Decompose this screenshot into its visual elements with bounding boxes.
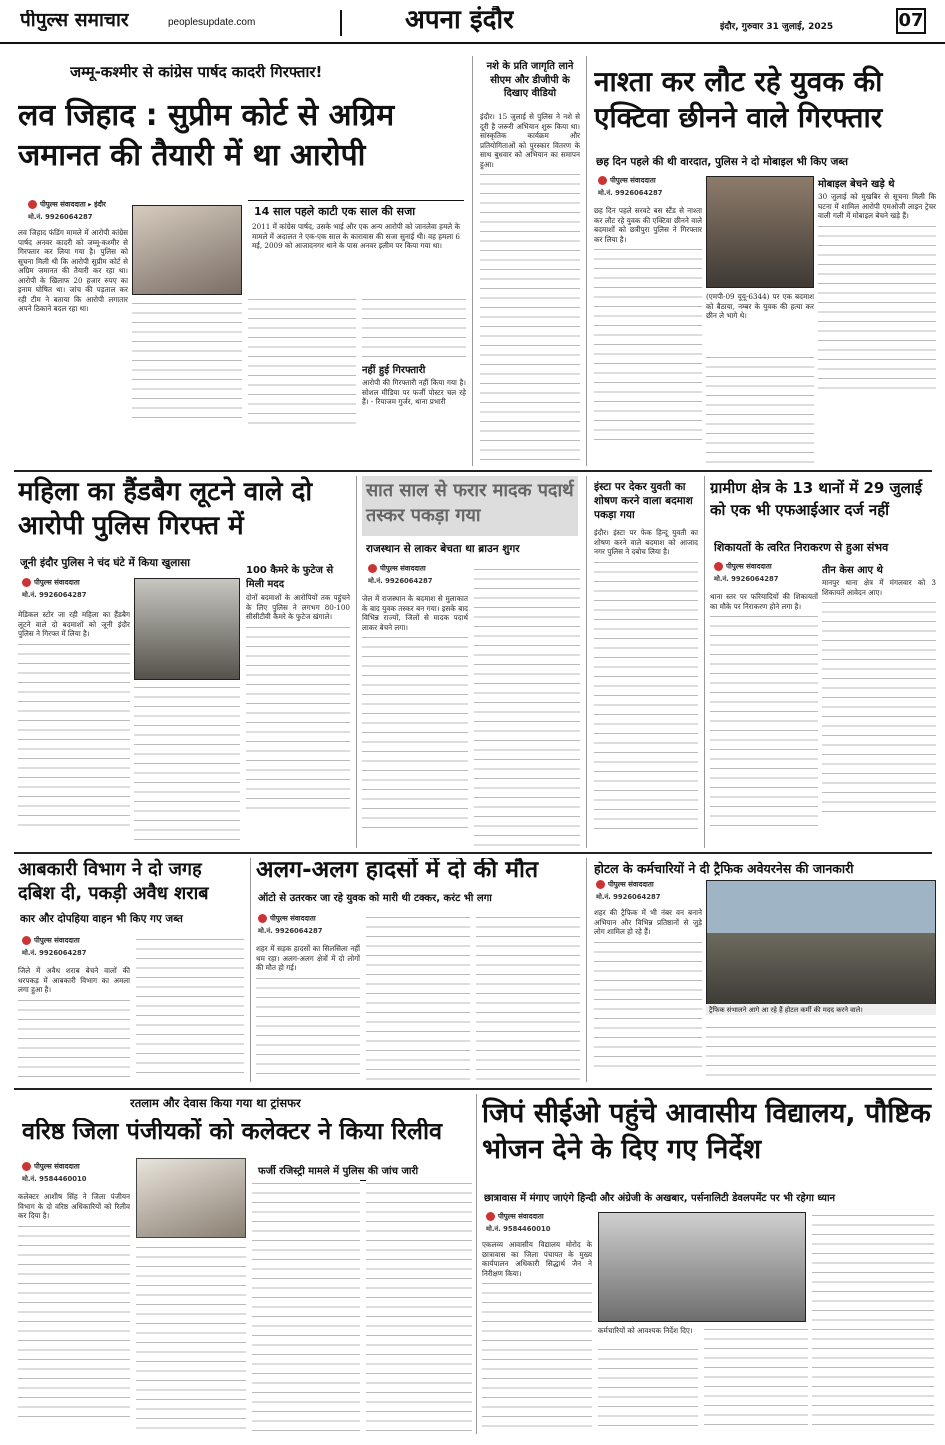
reporter-icon bbox=[486, 1212, 495, 1221]
story10-col2 bbox=[706, 1024, 936, 1080]
city: इंदौर bbox=[94, 200, 106, 209]
story7-deck: शिकायतों के त्वरित निराकरण से हुआ संभव bbox=[714, 541, 889, 554]
story6-headline: इंस्टा पर देकर युवती का शोषण करने वाला बदमाश पकड़ा गया bbox=[594, 481, 693, 522]
story3-col3 bbox=[706, 354, 814, 464]
reporter-name: पीपुल्स संवाददाता bbox=[498, 1212, 544, 1221]
school-kitchen-photo bbox=[598, 1212, 806, 1322]
mobile: मो.नं. 9926064287 bbox=[22, 590, 87, 599]
story1-kicker: जम्मू-कश्मीर से कांग्रेस पार्षद कादरी गिरफ्तार! bbox=[70, 64, 323, 81]
reporter-name: पीपुल्स संवाददाता bbox=[40, 200, 86, 209]
story8-byline bbox=[22, 936, 132, 957]
story5-col2 bbox=[474, 566, 580, 846]
reporter-icon bbox=[598, 176, 607, 185]
story9-byline bbox=[258, 914, 368, 935]
story11-headline: वरिष्ठ जिला पंजीयकों को कलेक्टर ने किया रिलीव bbox=[22, 1118, 443, 1145]
story4-box bbox=[246, 562, 350, 846]
mobile: मो.नं. 9584460010 bbox=[22, 1174, 87, 1183]
mobile: मो.नं. 9584460010 bbox=[486, 1224, 551, 1233]
story12-body-text: एकलव्य आवासीय विद्यालय मोरोद के छात्रावास का जिला पंचायत के मुख्य कार्यपालन अधिकारी सिद्धार्थ जैन ने निरीक्षण किया। bbox=[482, 1240, 592, 1278]
story11-kicker: रतलाम और देवास किया गया था ट्रांसफर bbox=[130, 1096, 301, 1110]
reporter-icon bbox=[714, 562, 723, 571]
reporter-icon bbox=[368, 564, 377, 573]
story9-col2 bbox=[366, 914, 470, 1080]
story3-side-body: 30 जुलाई को मुखबिर से सूचना मिली कि घटना में शामिल आरोपी एमओजी लाइन ट्रेचर वाली गली में मोबाइल बेचने खड़े हैं। bbox=[818, 192, 936, 220]
story7-byline bbox=[714, 562, 824, 583]
story7-body bbox=[710, 592, 818, 846]
reporter-name: पीपुल्स संवाददाता bbox=[34, 1162, 80, 1171]
accused-photo bbox=[132, 205, 242, 295]
story8-body bbox=[18, 966, 130, 1080]
accused-group-photo bbox=[706, 176, 814, 288]
website-url: peoplesupdate.com bbox=[168, 17, 256, 28]
story11-body-text: कलेक्टर आशीष सिंह ने जिला पंजीयन विभाग के दो वरिष्ठ अधिकारियों को रिलीव कर दिया है। bbox=[18, 1192, 130, 1220]
reporter-icon bbox=[28, 200, 37, 209]
story11-box-head: फर्जी रजिस्ट्री मामले में पुलिस की जांच जारी bbox=[252, 1160, 472, 1181]
story5-banner bbox=[362, 476, 578, 536]
reporter-name: पीपुल्स संवाददाता bbox=[380, 564, 426, 573]
story5-body bbox=[362, 594, 468, 846]
story1-box bbox=[248, 200, 464, 294]
story1-byline: पीपुल्स संवाददाता ▸ इंदौर मो.नं. 9926064287 bbox=[28, 200, 228, 221]
story7-side-body: मानपुर थाना क्षेत्र में मंगलवार को 3 शिकायतें आवेदन आए। bbox=[822, 578, 936, 597]
story1-col2 bbox=[132, 300, 242, 424]
story10-byline bbox=[596, 880, 706, 901]
story11-byline bbox=[22, 1162, 142, 1183]
story3-side-head: मोबाइल बेचने खड़े थे bbox=[818, 179, 895, 190]
story12-col4 bbox=[812, 1212, 934, 1432]
reporter-icon bbox=[22, 1162, 31, 1171]
mobile: मो.नं. 9926064287 bbox=[596, 892, 661, 901]
story11-body bbox=[18, 1192, 130, 1432]
story4-byline bbox=[22, 578, 142, 599]
story1-col4 bbox=[362, 296, 466, 424]
story11-col2 bbox=[136, 1244, 246, 1432]
story10-body bbox=[594, 908, 702, 1080]
story2-body-text: इंदौर। 15 जुलाई से पुलिस ने नशे से दूरी है जरूरी अभियान शुरू किया था। सांस्कृतिक कार्यक्रम और प्रतियोगिताओं को पुरस्कार वितरण के साथ बुधवार को अभियान का समापन हुआ। bbox=[480, 112, 580, 169]
story8-deck: कार और दोपहिया वाहन भी किए गए जब्त bbox=[20, 913, 183, 925]
reporter-name: पीपुल्स संवाददाता bbox=[270, 914, 316, 923]
story10-headline: होटल के कर्मचारियों ने दी ट्रैफिक अवेयरनेस की जानकारी bbox=[594, 861, 854, 876]
story3-headline: नाश्ता कर लौट रहे युवक की एक्टिवा छीनने वाले गिरफ्तार bbox=[594, 65, 883, 135]
story5-headline: सात साल से फरार मादक पदार्थ तस्कर पकड़ा गया bbox=[366, 480, 574, 527]
reporter-name: पीपुल्स संवाददाता bbox=[34, 578, 80, 587]
mobile: मो.नं. 9926064287 bbox=[714, 574, 779, 583]
story4-box-head: 100 कैमरे के फुटेज से मिली मदद bbox=[246, 565, 334, 590]
story12-col2 bbox=[598, 1346, 698, 1432]
story11-box-col2 bbox=[366, 1180, 472, 1432]
story9-col3 bbox=[476, 914, 580, 1080]
story6-body-text: इंदौर। इंस्टा पर फेक हिन्दू युवती का शोषण करने वाले बदमाश को आजाद नगर पुलिस ने दबोच लिया है। bbox=[594, 528, 698, 556]
story5-deck: राजस्थान से लाकर बेचता था ब्राउन शुगर bbox=[366, 543, 520, 555]
story3-byline bbox=[598, 176, 718, 197]
story3-side bbox=[818, 176, 936, 464]
reporter-name: पीपुल्स संवाददाता bbox=[608, 880, 654, 889]
story8-col2 bbox=[136, 936, 244, 1080]
mobile: मो.नं. 9926064287 bbox=[22, 948, 87, 957]
story8-headline: आबकारी विभाग ने दो जगह दबिश दी, पकड़ी अवैध शराब bbox=[18, 859, 209, 905]
story7-headline: ग्रामीण क्षेत्र के 13 थानों में 29 जुलाई को एक भी एफआईआर दर्ज नहीं bbox=[710, 479, 923, 519]
section-title: अपना इंदौर bbox=[405, 6, 514, 35]
issue-date: इंदौर, गुरुवार 31 जुलाई, 2025 bbox=[720, 22, 834, 32]
story4-body bbox=[18, 610, 130, 846]
story8-body-text: जिले में अवैध शराब बेचने वालों की धरपकड़ में आबकारी विभाग का अमला लगा हुआ है। bbox=[18, 966, 130, 994]
story6-body bbox=[594, 528, 698, 846]
story3-body bbox=[594, 206, 702, 464]
story4-col2 bbox=[134, 684, 240, 846]
story4-headline: महिला का हैंडबैग लूटने वाले दो आरोपी पुलिस गिरफ्त में bbox=[18, 477, 313, 541]
mobile: मो.नं. 9926064287 bbox=[28, 212, 93, 221]
story12-col3 bbox=[704, 1326, 808, 1432]
story1-headline: लव जिहाद : सुप्रीम कोर्ट से अग्रिम जमानत की तैयारी में था आरोपी bbox=[18, 98, 395, 173]
story9-body bbox=[256, 944, 360, 1080]
reporter-name: पीपुल्स संवाददाता bbox=[610, 176, 656, 185]
story1-subhead: नहीं हुई गिरफ्तारी bbox=[362, 365, 426, 376]
newspaper-logo: पीपुल्स समाचार bbox=[20, 10, 129, 31]
story4-deck: जूनी इंदौर पुलिस ने चंद घंटे में किया खुलासा bbox=[20, 557, 190, 569]
story1-body: लव जिहाद फंडिंग मामले में आरोपी कांग्रेस पार्षद अनवर कादरी को जम्मू-कश्मीर से गिरफ्तार कर लिया गया है। पुलिस को सूचना मिली थी कि आरोपी सुप्रीम कोर्ट से अग्रिम जमानत की तैयारी कर रहा था। आरोपी के खिलाफ 20 हजार रुपए का इनाम घोषित था। जांच की पड़ताल कर रही टीम ने बताया कि आरोपी लगातार अपने ठिकाने बदल रहा था। bbox=[18, 228, 128, 313]
story7-side bbox=[822, 562, 936, 846]
story3-body-text: छह दिन पहले सरवटे बस स्टैंड से नाश्ता कर लौट रहे युवक की एक्टिवा छीनने वाले बदमाशों को छत्रीपुरा पुलिस ने गिरफ्तार कर लिया है। bbox=[594, 206, 702, 244]
story12-body bbox=[482, 1240, 592, 1432]
story1-box-title: 14 साल पहले काटी एक साल की सजा bbox=[254, 205, 416, 218]
traffic-awareness-photo bbox=[706, 880, 936, 1012]
story4-body-text: मेडिकल स्टोर जा रही महिला का हैंडबैग लूटने वाले दो बदमाशों को जूनी इंदौर पुलिस ने गिरफ्त में लिया है। bbox=[18, 610, 130, 638]
story12-caption: कर्मचारियों को आवश्यक निर्देश दिए। bbox=[598, 1326, 693, 1335]
mobile: मो.नं. 9926064287 bbox=[368, 576, 433, 585]
collector-photo bbox=[136, 1158, 246, 1238]
accused-hooded-photo bbox=[134, 578, 240, 680]
reporter-icon bbox=[22, 578, 31, 587]
story3-caption: (एमपी-09 यूयू-6344) पर एक बदमाश को बैठाया, नम्बर के युवक की हत्या कर छीन ले भागे थे। bbox=[706, 292, 814, 320]
reporter-name: पीपुल्स संवाददाता bbox=[726, 562, 772, 571]
story12-byline bbox=[486, 1212, 596, 1233]
reporter-icon bbox=[596, 880, 605, 889]
divider bbox=[340, 10, 342, 36]
story10-caption: ट्रैफिक संभालने आगे आ रहे हैं होटल कर्मी की मदद करने वाले। bbox=[706, 1004, 936, 1015]
story9-body-text: शहर में सड़क हादसों का सिलसिला नहीं थम रहा। अलग-अलग क्षेत्रों में दो लोगों की मौत हो गई। bbox=[256, 944, 360, 972]
story9-headline: अलग-अलग हादसों में दो की मौत bbox=[256, 858, 539, 883]
story11-box-col1 bbox=[252, 1180, 360, 1432]
reporter-name: पीपुल्स संवाददाता bbox=[34, 936, 80, 945]
reporter-icon bbox=[22, 936, 31, 945]
story3-deck: छह दिन पहले की थी वारदात, पुलिस ने दो मोबाइल भी किए जब्त bbox=[596, 156, 848, 168]
mobile: मो.नं. 9926064287 bbox=[258, 926, 323, 935]
story7-body-text: थाना स्तर पर फरियादियों की शिकायतों का मौके पर निराकरण होने लगा है। bbox=[710, 592, 818, 611]
masthead bbox=[0, 0, 945, 44]
story5-body-text: जेल में राजस्थान के बदमाश से मुलाकात के बाद युवक तस्कर बन गया। इसके बाद विभिन्न राज्यों, जिलों से मादक पदार्थ लाकर बेचने लगा। bbox=[362, 594, 468, 632]
page-number: 07 bbox=[896, 8, 926, 34]
story7-side-head: तीन केस आए थे bbox=[822, 565, 883, 576]
story1-quote: आरोपी की गिरफ्तारी नहीं किया गया है। सोशल मीडिया पर फर्जी पोस्टर चल रहे हैं। - रियाजम गुर्जर, थाना प्रभारी bbox=[362, 378, 466, 406]
mobile: मो.नं. 9926064287 bbox=[598, 188, 663, 197]
story12-headline: जिपं सीईओ पहुंचे आवासीय विद्यालय, पौष्टिक भोजन देने के दिए गए निर्देश bbox=[482, 1098, 931, 1166]
story10-body-text: शहर की ट्रैफिक में भी नंबर वन बनाने अभियान और विभिन्न प्रतिष्ठानों से जुड़े लोग शामिल हो रहे हैं। bbox=[594, 908, 702, 936]
story5-byline bbox=[368, 564, 488, 585]
story2-headline: नशे के प्रति जागृति लाने सीएम और डीजीपी के दिखाए वीडियो bbox=[486, 61, 574, 99]
story12-deck: छात्रावास में मंगाए जाएंगे हिन्दी और अंग्रेजी के अखबार, पर्सनालिटी डेवलपमेंट पर भी रहेगा ध्यान bbox=[484, 1193, 836, 1204]
reporter-icon bbox=[258, 914, 267, 923]
story1-col3 bbox=[248, 296, 356, 424]
story9-deck: ऑटो से उतरकर जा रहे युवक को मारी थी टक्कर, करंट भी लगा bbox=[258, 893, 492, 904]
story1-box-body: 2011 में कांग्रेस पार्षद, उसके भाई और एक अन्य आरोपी को जानलेवा हमले के मामले में अदालत ने एक-एक साल के कारावास की सजा सुनाई थी। वह हमला 6 मई, 2009 को आजादनगर थाने के पास अनवर इलीम पर किया गया था। bbox=[252, 222, 460, 250]
story4-box-body: दोनों बदमाशों के आरोपियों तक पहुंचने के लिए पुलिस ने लगभग 80-100 सीसीटीवी कैमरे के फुटेज खंगाले। bbox=[246, 593, 350, 621]
story2-body bbox=[480, 112, 580, 464]
